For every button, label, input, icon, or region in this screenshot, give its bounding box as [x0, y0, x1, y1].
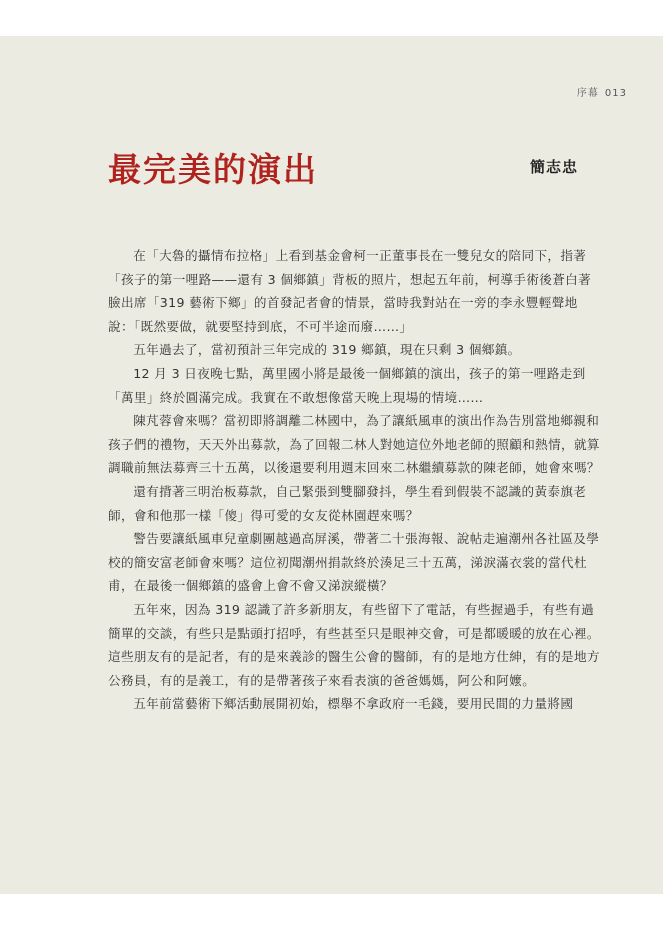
running-header [571, 84, 627, 99]
paragraph: 警告要讓紙風車兒童劇團越過高屏溪，帶著二十張海報、說帖走遍潮州各社區及學校的簡安富老師會來嗎？這位初聞潮州捐款終於湊足三十五萬，涕淚滿衣裳的當代杜甫，在最後一個鄉鎮的盛會上會不會又涕淚縱橫？ [108, 531, 600, 594]
paragraph: 12 月 3 日夜晚七點，萬里國小將是最後一個鄉鎮的演出，孩子的第一哩路走到「萬里」終於圓滿完成。我實在不敢想像當天晚上現場的情境…… [108, 365, 586, 405]
body-text [108, 244, 603, 716]
chapter-title: 最完美的演出 [108, 150, 318, 189]
paragraph: 在「大魯的攝情布拉格」上看到基金會柯一正董事長在一雙兒女的陪同下，指著「孩子的第一哩路——還有 3 個鄉鎮」背板的照片，想起五年前，柯導手術後蒼白著臉出席「319 藝術下鄉」的首發記者會的情景，當時我對站在一旁的李永豐輕聲地說：「既然要做，就要堅持到底，不可半途而廢……」 [108, 248, 592, 334]
paragraph: 五年來，因為 319 認識了許多新朋友，有些留下了電話，有些握過手，有些有過簡單的交談，有些只是點頭打招呼，有些甚至只是眼神交會，可是都暖暖的放在心裡。這些朋友有的是記者，有的是來義診的醫生公會的醫師，有的是地方仕紳，有的是地方公務員，有的是義工，有的是帶著孩子來看表演的爸爸媽媽，阿公和阿嬤。 [108, 601, 600, 688]
book-page [0, 36, 663, 894]
page-number: 013 [604, 88, 627, 99]
paragraph: 陳芃蓉會來嗎？當初即將調離二林國中，為了讓紙風車的演出作為告別當地鄉親和孩子們的禮物，天天外出募款，為了回報二林人對她這位外地老師的照顧和熱情，就算調職前無法募齊三十五萬，以後還要利用週末回來二林繼續募款的陳老師，她會來嗎？ [108, 413, 600, 476]
author-name: 簡志忠 [530, 158, 579, 176]
paragraph: 五年前當藝術下鄉活動展開初始，標舉不拿政府一毛錢，要用民間的力量將國 [133, 696, 574, 712]
paragraph: 還有揹著三明治板募款，自己緊張到雙腳發抖，學生看到假裝不認識的黃泰旗老師，會和他那一樣「傻」得可愛的女友從林園趕來嗎？ [108, 483, 587, 523]
section-label: 序幕 [576, 88, 599, 99]
paragraph: 五年過去了，當初預計三年完成的 319 鄉鎮，現在只剩 3 個鄉鎮。 [133, 342, 521, 358]
